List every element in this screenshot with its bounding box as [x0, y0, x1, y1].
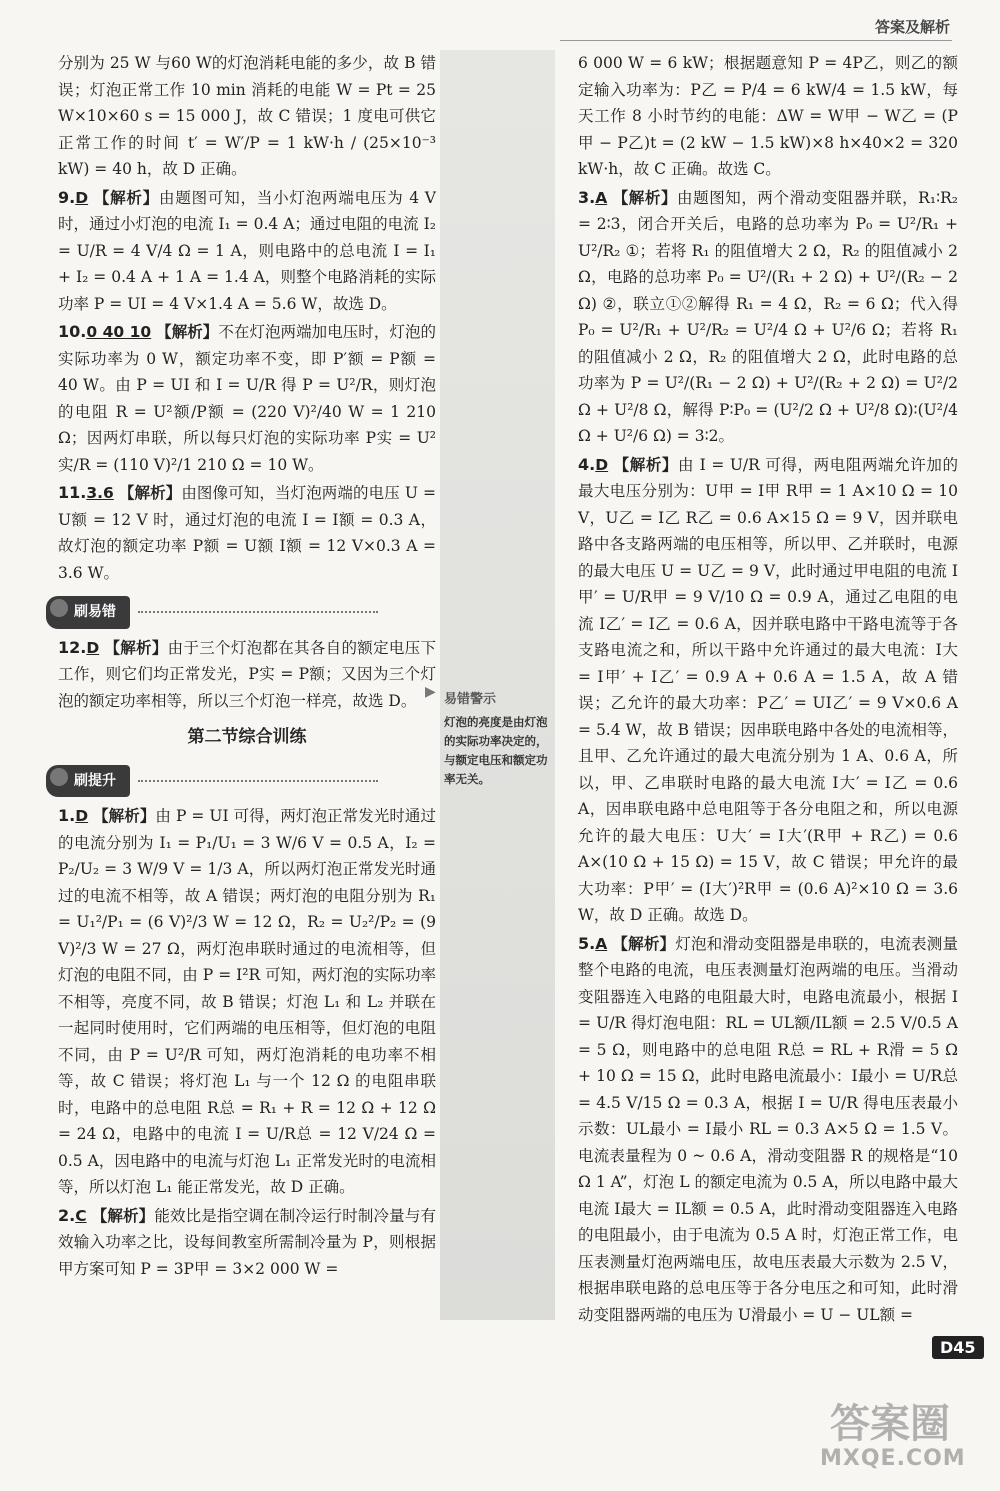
answer-item-s2-3: 3.A 【解析】由题图知，两个滑动变阻器并联，R₁∶R₂ = 2∶3，闭合开关后，电路的总功率为 P₀ = U²/R₁ + U²/R₂ ①；若将 R₁ 的阻值增大 2 Ω，R₂ 的阻值减小 2 Ω，电路的总功率 P₀ = U²/(R₁ + 2 Ω) + U²/(R₂ − 2 Ω) ②，联立①②解得 R₁ = 4 Ω，R₂ = 6 Ω；代入得 P₀ = U²/R₁ + U²/R₂ = U²/4 Ω + U²/6 Ω；若将 R₁ 的阻值减小 2 Ω，R₂ 的阻值增大 2 Ω，此时电路的总功率为 P = U²/(R₁ − 2 Ω) + U²/(R₂ + 2 Ω) = U²/2 Ω + U²/8 Ω，解得 P∶P₀ = (U²/2 Ω + U²/8 Ω)∶(U²/4 Ω + U²/6 Ω) = 3∶2。	[578, 187, 958, 445]
left-intro: 分别为 25 W 与60 W的灯泡消耗电能的多少，故 B 错误；灯泡正常工作 10 min 消耗的电能 W = Pt = 25 W×10×60 s = 15 000 J，故 C 错误；1 度电可供它正常工作的时间 t′ = W′/P = 1 kW·h / (25×10⁻³ kW) = 40 h，故 D 正确。	[58, 54, 436, 178]
tip-body: 灯泡的亮度是由灯泡的实际功率决定的，与额定电压和额定功率无关。	[444, 715, 548, 786]
left-column	[58, 50, 436, 1284]
answer-item-s2-5: 5.A 【解析】灯泡和滑动变阻器是串联的，电流表测量整个电路的电流，电压表测量灯泡两端的电压。当滑动变阻器连入电路的电阻最大时，电路电流最小，根据 I = U/R 得灯泡电阻：RL = UL额/IL额 = 2.5 V/0.5 A = 5 Ω，则电路中的总电阻 R总 = RL + R滑 = 5 Ω + 10 Ω = 15 Ω，此时电路电流最小：I最小 = U/R总 = 4.5 V/15 Ω = 0.3 A，根据 I = U/R 得电压表最小示数：UL最小 = I最小 RL = 0.3 A×5 Ω = 1.5 V。电流表量程为 0 ~ 0.6 A，滑动变阻器 R 的规格是“10 Ω 1 A”，灯泡 L 的额定电流为 0.5 A，所以电路中最大电流 I最大 = IL额 = 0.5 A，此时滑动变阻器连入电路的电阻最小，由于电流为 0.5 A 时，灯泡正常工作，电压表测量灯泡两端电压，故电压表最大示数为 2.5 V，根据串联电路的总电压等于各分电压之和可知，此时滑动变阻器两端的电压为 U滑最小 = U − UL额 =	[578, 933, 958, 1324]
answer-item-s2-1: 1.D 【解析】由 P = UI 可得，两灯泡正常发光时通过的电流分别为 I₁ = P₁/U₁ = 3 W/6 V = 0.5 A，I₂ = P₂/U₂ = 3 W/9 V = 1/3 A，所以两灯泡正常发光时通过的电流不相等，故 A 错误；两灯泡的电阻分别为 R₁ = U₁²/P₁ = (6 V)²/3 W = 12 Ω，R₂ = U₂²/P₂ = (9 V)²/3 W = 27 Ω，两灯泡串联时通过的电流相等，但灯泡的电阻不同，由 P = I²R 可知，两灯泡的实际功率不相等，亮度不同，故 B 错误；灯泡 L₁ 和 L₂ 并联在一起同时使用时，它们两端的电压相等，但灯泡的电阻不同，由 P = U²/R 可知，两灯泡消耗的电功率不相等，故 C 错误；将灯泡 L₁ 与一个 12 Ω 的电阻串联时，电路中的总电阻 R总 = R₁ + R = 12 Ω + 12 Ω = 24 Ω，电路中的电流 I = U/R总 = 12 V/24 Ω = 0.5 A，因电路中的电流与灯泡 L₁ 正常发光时的电流相等，所以灯泡 L₁ 能正常发光，故 D 正确。	[58, 806, 437, 1196]
dotted-rule	[138, 780, 378, 782]
answer-item-9: 9.D 【解析】由题图可知，当小灯泡两端电压为 4 V 时，通过小灯泡的电流 I₁ = 0.4 A；通过电阻的电流 I₂ = U/R = 4 V/4 Ω = 1 A，则电路中的总电流 I = I₁ + I₂ = 0.4 A + 1 A = 1.4 A，则整个电路消耗的实际功率 P = UI = 4 V×1.4 A = 5.6 W，故选 D。	[58, 187, 436, 313]
answer-item-12: 12.D 【解析】由于三个灯泡都在其各自的额定电压下工作，则它们均正常发光，P实 = P额；又因为三个灯泡的额定功率相等，所以三个灯泡一样亮，故选 D。	[58, 637, 436, 710]
section-label-yicuo: 刷易错	[46, 596, 130, 629]
tip-arrow-icon: ▶	[425, 684, 436, 700]
page-number: D45	[932, 1336, 984, 1359]
running-header: 答案及解析	[874, 18, 950, 36]
answer-item-s2-2: 2.C 【解析】能效比是指空调在制冷运行时制冷量与有效输入功率之比，设每间教室所需制冷量为 P，则根据甲方案可知 P = 3P甲 = 3×2 000 W =	[58, 1205, 436, 1278]
error-warning-tip	[444, 688, 552, 789]
watermark-url: MXQE.COM	[820, 1446, 966, 1471]
tip-title: 易错警示	[444, 692, 497, 707]
section-tisheng	[58, 757, 436, 804]
answer-item-s2-4: 4.D 【解析】由 I = U/R 可得，两电阻两端允许加的最大电压分别为：U甲 = I甲 R甲 = 1 A×10 Ω = 10 V，U乙 = I乙 R乙 = 0.6 A×15 Ω = 9 V，因并联电路中各支路两端的电压相等，所以甲、乙并联时，电源的最大电压 U = U乙 = 9 V，此时通过甲电阻的电流 I甲′ = U/R甲 = 9 V/10 Ω = 0.9 A，通过乙电阻的电流 I乙′ = I乙 = 0.6 A，因并联电路中干路电流等于各支路电流之和，所以干路中允许通过的最大电流：I大 = I甲′ + I乙′ = 0.9 A + 0.6 A = 1.5 A，故 A 错误；乙允许的最大功率：P乙′ = UI乙′ = 9 V×0.6 A = 5.4 W，故 B 错误；因串联电路中各处的电流相等，且甲、乙允许通过的最大电流分别为 1 A、0.6 A，所以，甲、乙串联时电路的最大电流 I大′ = I乙 = 0.6 A，因串联电路中总电阻等于各分电阻之和，所以电源允许的最大电压：U大′ = I大′(R甲 + R乙) = 0.6 A×(10 Ω + 15 Ω) = 15 V，故 C 错误；甲允许的最大功率：P甲′ = (I大′)²R甲 = (0.6 A)²×10 Ω = 3.6 W，故 D 正确。故选 D。	[578, 454, 958, 924]
section-label-tisheng: 刷提升	[46, 765, 130, 798]
side-margin-column	[440, 50, 555, 1320]
dotted-rule	[138, 611, 378, 613]
section-yicuo	[58, 588, 436, 635]
section-title: 第二节综合训练	[187, 727, 307, 747]
header-rule	[560, 40, 952, 41]
answer-item-10: 10.0 40 10 【解析】不在灯泡两端加电压时，灯泡的实际功率为 0 W，额定功率不变，即 P′额 = P额 = 40 W。由 P = UI 和 I = U/R 得 P = U²/R，则灯泡的电阻 R = U²额/P额 = (220 V)²/40 W = 1 210 Ω；因两灯串联，所以每只灯泡的实际功率 P实 = U²实/R = (110 V)²/1 210 Ω = 10 W。	[58, 322, 436, 474]
right-intro: 6 000 W = 6 kW；根据题意知 P = 4P乙，则乙的额定输入功率为：P乙 = P/4 = 6 kW/4 = 1.5 kW，每天工作 8 小时节约的电能：ΔW = W甲 − W乙 = (P甲 − P乙)t = (2 kW − 1.5 kW)×8 h×40×2 = 320 kW·h，故 C 正确。故选 C。	[578, 54, 958, 178]
answer-item-11: 11.3.6 【解析】由图像可知，当灯泡两端的电压 U = U额 = 12 V 时，通过灯泡的电流 I = I额 = 0.3 A，故灯泡的额定功率 P额 = U额 I额 = 12 V×0.3 A = 3.6 W。	[58, 483, 436, 582]
watermark-logo: 答案圈	[830, 1401, 950, 1447]
right-column	[578, 50, 958, 1330]
